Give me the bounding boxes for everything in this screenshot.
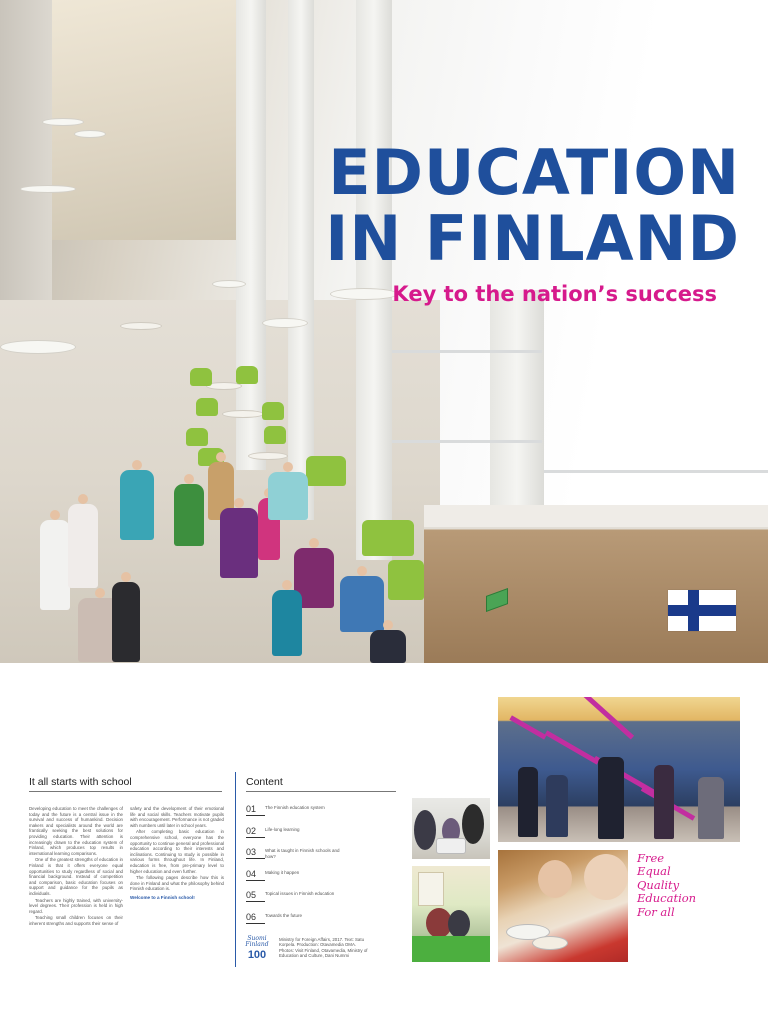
toc-number: 04 [246,870,265,881]
toc-item-4[interactable] [246,867,376,889]
stair-railing [509,715,546,739]
toc-item-5[interactable] [246,888,376,910]
slogan-line: Equal [637,864,671,879]
child [272,590,302,656]
green-chair [186,428,208,446]
finnish-flag-icon [668,590,736,631]
student [448,910,470,938]
slogan-line: Education [637,891,697,906]
child-face [584,854,628,900]
pillar [236,0,266,470]
column-divider [235,772,236,967]
green-chair [190,368,212,386]
slogan-line: For all [637,904,675,919]
laptop [436,838,466,854]
child [68,504,98,588]
cafe-table [120,322,162,330]
slogan [637,852,737,919]
window-frame [544,470,768,473]
green-seat [412,936,490,962]
welcome-link[interactable]: Welcome to a Finnish school! [130,894,195,900]
wall-board [418,872,444,906]
toc-number: 06 [246,913,265,924]
pillar [356,0,392,560]
person [698,777,724,839]
contents-heading: Content [246,776,396,792]
pillar [490,290,544,505]
green-chair [264,426,286,444]
intro-column-2 [130,806,224,901]
person [518,767,538,837]
toc-label: Towards the future [265,912,303,918]
stair-railing [545,730,599,764]
toc-label: Life-long learning [265,826,300,832]
slogan-line: Free [637,851,665,865]
toc-item-2[interactable] [246,824,376,846]
school-lunch-photo [498,850,628,962]
ceiling-lamp [212,280,246,288]
toc-label: What is taught in Finnish schools and how? [265,848,340,859]
person [598,757,624,839]
toc-label: The Finnish education system [265,805,325,810]
counter-top [424,505,768,527]
toc-number: 01 [246,805,265,816]
toc-item-6[interactable] [246,910,376,932]
students-laptop-photo [412,798,490,859]
window-frame [392,350,542,353]
intro-heading: It all starts with school [29,776,222,792]
table-of-contents [246,802,376,931]
toc-item-3[interactable] [246,845,376,867]
student [462,804,484,844]
child [112,582,140,662]
green-chair [262,402,284,420]
cafe-table [222,410,264,418]
green-chair [236,366,258,384]
stair-railing [564,697,634,739]
child-face [538,860,572,898]
child [370,630,406,663]
child [174,484,204,546]
green-chair [362,520,414,556]
toc-label: Making it happen [265,869,300,875]
child [120,470,154,540]
window-frame [392,440,542,443]
green-chair [196,398,218,416]
credits: Ministry for Foreign Affairs, 2017. Text: Satu Korpela. Production: Otavamedia OMA. Photos: Visit Finland, Otavamedia, Ministry of Education and Culture, Dani Nummi [279,937,368,959]
ceiling-lamp [74,130,106,138]
intro-paragraph: Teachers are highly trained, with university-level degrees. Their profession is held in high regard. [29,897,123,914]
child [220,508,258,578]
classroom-photo [412,866,490,962]
person [546,775,568,837]
green-chair [388,560,424,600]
intro-paragraph: Teaching small children focuses on their inherent strengths and supports their sense of [29,915,123,926]
ceiling-lamp [0,340,76,354]
intro-paragraph: After completing basic education in comprehensive school, everyone has the opportunity to continue general and professional education according to their interests and inclinations. Continuing to study is possible in various forms throughout life. In Finland, education is free, from pre-primary level to higher education and even further. [130,829,224,874]
intro-paragraph: The following pages describe how this is done in Finland and what the philosophy behind Finnish education is. [130,875,224,892]
suomi-finland-100-logo [244,936,270,964]
main-title [300,136,740,275]
cafe-table [248,452,288,460]
child [40,520,70,610]
slogan-line: Quality [637,877,680,892]
person [654,765,674,839]
toc-number: 02 [246,827,265,838]
ceiling-lamp [20,185,76,193]
subtitle: Key to the nation’s success [392,282,717,306]
logo-number: 100 [247,949,267,961]
title-line-1: EDUCATION [328,136,740,209]
toc-item-1[interactable] [246,802,376,824]
title-line-2: IN FINLAND [325,202,740,275]
toc-number: 03 [246,848,265,859]
flag-cross-vertical [688,590,699,631]
logo-script: Suomi Finland [245,935,269,948]
intro-column-1 [29,806,123,927]
counter [424,505,768,663]
intro-paragraph: Developing education to meet the challenges of today and the future is a central issue in the survival and success of humankind. Decision makers and specialists around the world are frantically seeking the best solutions for providing education. Their attention is increasingly drawn to the education system of Finland, which produces top results in international learning comparisons. [29,806,123,856]
ceiling-lamp [42,118,84,126]
child [268,472,308,520]
toc-label: Topical issues in Finnish education [265,891,335,896]
plate [532,936,568,950]
stairs-photo [498,697,740,842]
child [340,576,384,632]
intro-paragraph: safety and the development of their emotional life and social skills. Teachers motivate pupils with encouragement. Performance is not graded with numbers until later in school years. [130,806,224,828]
green-chair [306,456,346,486]
student [414,810,436,850]
toc-number: 05 [246,891,265,902]
intro-paragraph: One of the greatest strengths of education in Finland is that it offers everyone equal opportunities to study regardless of social and financial background. Instead of competition and comparison, basic education focuses on support and guidance for the pupils as individuals. [29,857,123,896]
flag-cross-horizontal [668,605,736,616]
ceiling-lamp [262,318,308,328]
